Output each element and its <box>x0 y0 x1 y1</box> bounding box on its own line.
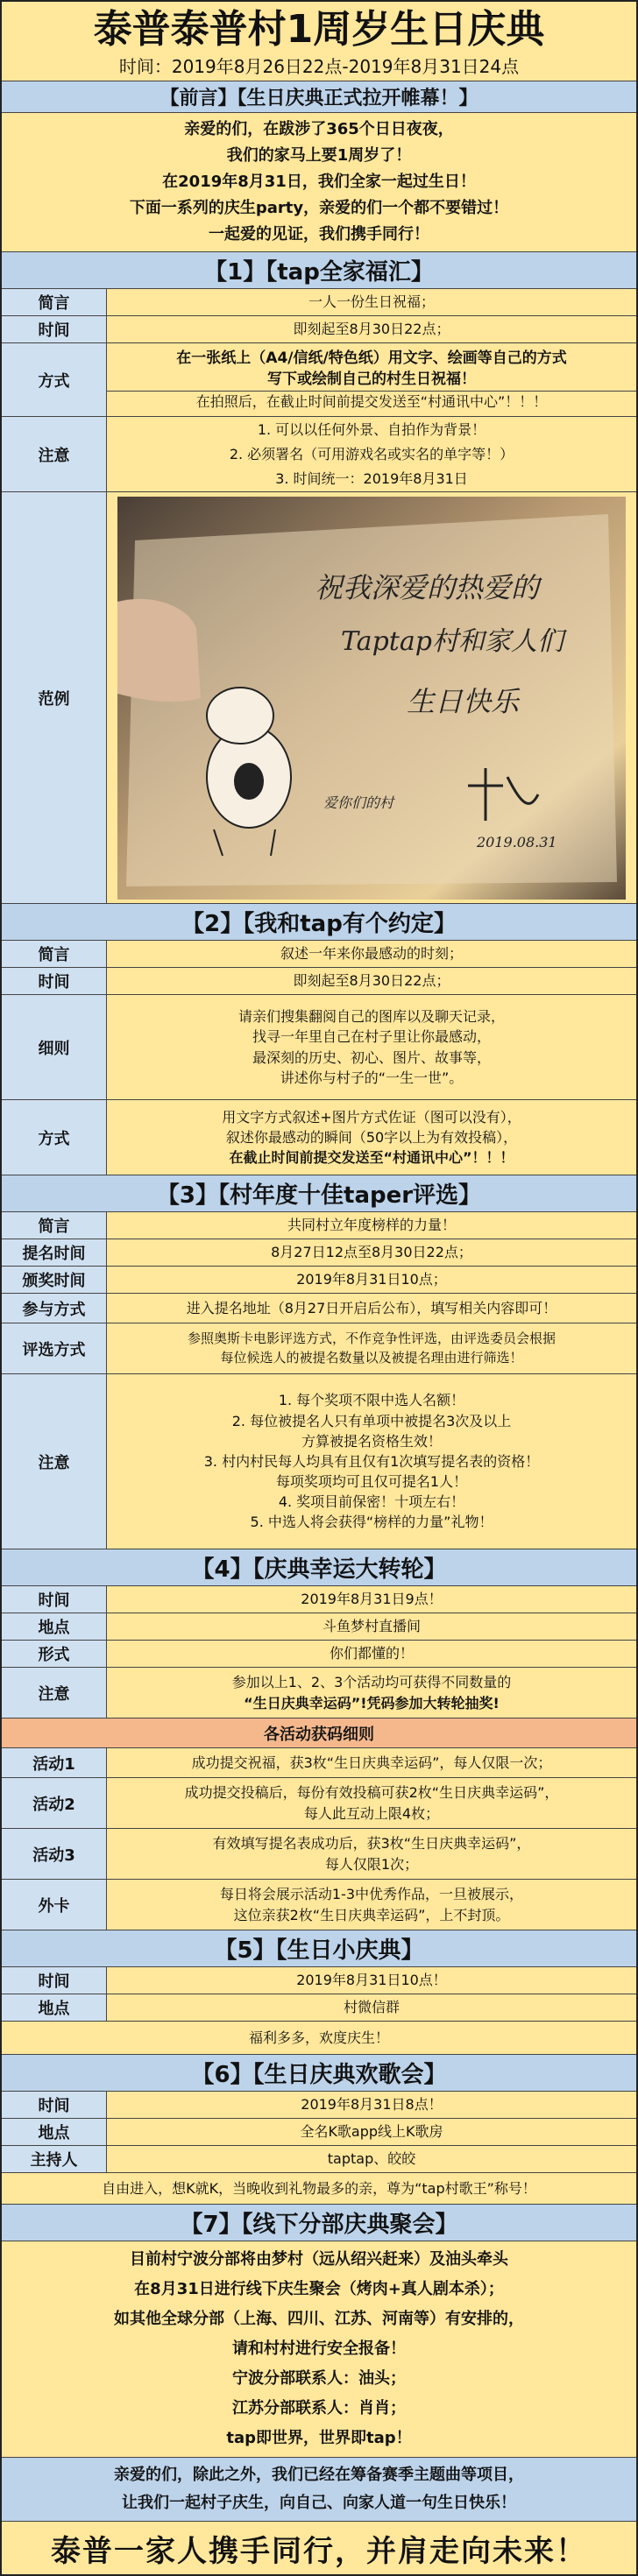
s3-nominate-time-row: 提名时间 8月27日12点至8月30日22点； <box>2 1239 636 1267</box>
s6-time-row: 时间 2019年8月31日8点！ <box>2 2092 636 2119</box>
example-photo <box>117 497 626 900</box>
section-1-heading: 【1】【tap全家福汇】 <box>2 252 636 289</box>
s3-intro-row: 简言 共同村立年度榜样的力量！ <box>2 1212 636 1239</box>
s4-activity-1-row: 活动1 成功提交祝福，获3枚“生日庆典幸运码”，每人仅限一次； <box>2 1748 636 1778</box>
closing-slogan: 泰普一家人携手同行，并肩走向未来！ <box>2 2522 636 2574</box>
s1-note-row: 注意 1. 可以以任何外景、自拍作为背景！ 2. 必须署名（可用游戏名或实名的单字等！） 3. 时间统一：2019年8月31日 <box>2 417 636 492</box>
s5-place-row: 地点 村微信群 <box>2 1994 636 2022</box>
s4-note-row: 注意 参加以上1、2、3个活动均可获得不同数量的 “生日庆典幸运码”!凭码参加大转轮抽奖! <box>2 1668 636 1719</box>
section-2-heading: 【2】【我和tap有个约定】 <box>2 904 636 941</box>
s5-time-row: 时间 2019年8月31日10点！ <box>2 1967 636 1994</box>
s4-form-row: 形式 你们都懂的！ <box>2 1641 636 1668</box>
s7-body: 目前村宁波分部将由梦村（远从绍兴赶来）及油头牵头 在8月31日进行线下庆生聚会（烤肉+真人剧本杀）； 如其他全球分部（上海、四川、江苏、河南等）有安排的， 请和村村进行安全报备！ 宁波分部联系人：油头； 江苏分部联系人：肖肖； tap即世界，世界即tap！ <box>2 2241 636 2457</box>
s2-intro-row: 简言 叙述一年来你最感动的时刻； <box>2 941 636 968</box>
example-line-3: 生日快乐 <box>407 684 520 718</box>
s1-time-row: 时间 即刻起至8月30日22点； <box>2 316 636 343</box>
section-3-heading: 【3】【村年度十佳taper评选】 <box>2 1175 636 1212</box>
s3-note-row: 注意 1. 每个奖项不限中选人名额！ 2. 每位被提名人只有单项中被提名3次及以上 方算被提名资格生效！ 3. 村内村民每人均具有且仅有1次填写提名表的资格！ 每项奖项均可且仅可提名1人！ 4. 奖项目前保密！十项左右！ 5. 中选人将会获得“榜样的力量”礼物！ <box>2 1374 636 1549</box>
example-line-4: 爱你们的村 <box>323 794 394 811</box>
preface-heading: 【前言】【生日庆典正式拉开帷幕！】 <box>2 81 636 113</box>
example-line-1: 祝我深爱的热爱的 <box>315 570 540 604</box>
section-5-heading: 【5】【生日小庆典】 <box>2 1930 636 1967</box>
s3-join-row: 参与方式 进入提名地址（8月27日开启后公布），填写相关内容即可！ <box>2 1294 636 1323</box>
s2-detail-row: 细则 请亲们搜集翻阅自己的图库以及聊天记录， 找寻一年里自己在村子里让你最感动， 最深刻的历史、初心、图片、故事等， 讲述你与村子的“一生一世”。 <box>2 995 636 1100</box>
example-line-2: Taptap村和家人们 <box>341 625 564 657</box>
section-7-heading: 【7】【线下分部庆典聚会】 <box>2 2205 636 2241</box>
section-4-heading: 【4】【庆典幸运大转轮】 <box>2 1549 636 1586</box>
s1-example-row: 范例 祝我深爱的热爱的 Taptap村和家人们 生日快乐 爱你们的村 2019.08.31 <box>2 492 636 904</box>
rules-heading: 各活动获码细则 <box>2 1719 636 1748</box>
header <box>2 2 636 81</box>
ending-body: 亲爱的们，除此之外，我们已经在筹备赛季主题曲等项目， 让我们一起村子庆生，向自己、向家人道一句生日快乐！ <box>2 2458 636 2521</box>
preface-body: 亲爱的们，在跋涉了365个日日夜夜， 我们的家马上要1周岁了！ 在2019年8月31日，我们全家一起过生日！ 下面一系列的庆生party，亲爱的们一个都不要错过！ 一起爱的见证，我们携手同行！ <box>2 113 636 251</box>
s2-method-row: 方式 用文字方式叙述+图片方式佐证（图可以没有）， 叙述你最感动的瞬间（50字以上为有效投稿）， 在截止时间前提交发送至“村通讯中心”！！！ <box>2 1100 636 1175</box>
s6-footer-row: 自由进入，想K就K，当晚收到礼物最多的亲，尊为“tap村歌王”称号！ <box>2 2173 636 2205</box>
s4-time-row: 时间 2019年8月31日9点！ <box>2 1586 636 1613</box>
example-photo-image <box>117 497 626 900</box>
s2-time-row: 时间 即刻起至8月30日22点； <box>2 968 636 995</box>
event-time: 时间：2019年8月26日22点-2019年8月31日24点 <box>118 56 520 77</box>
s1-method-row: 方式 在一张纸上（A4/信纸/特色纸）用文字、绘画等自己的方式 写下或绘制自己的村生日祝福！ 在拍照后，在截止时间前提交发送至“村通讯中心”！！！ <box>2 343 636 417</box>
section-6-heading: 【6】【生日庆典欢歌会】 <box>2 2055 636 2092</box>
s6-host-row: 主持人 taptap、皎皎 <box>2 2146 636 2173</box>
s3-award-time-row: 颁奖时间 2019年8月31日10点； <box>2 1267 636 1294</box>
s4-extra-row: 外卡 每日将会展示活动1-3中优秀作品，一旦被展示， 这位亲获2枚“生日庆典幸运码”，上不封顶。 <box>2 1880 636 1930</box>
s4-activity-2-row: 活动2 成功提交投稿后，每份有效投稿可获2枚“生日庆典幸运码”， 每人此互动上限4枚； <box>2 1778 636 1829</box>
s1-intro-row: 简言 一人一份生日祝福； <box>2 289 636 316</box>
s5-footer-row: 福利多多，欢度庆生！ <box>2 2022 636 2055</box>
example-date: 2019.08.31 <box>477 833 557 850</box>
s4-activity-3-row: 活动3 有效填写提名表成功后，获3枚“生日庆典幸运码”， 每人仅限1次； <box>2 1829 636 1880</box>
s6-place-row: 地点 全名K歌app线上K歌房 <box>2 2119 636 2146</box>
page-title: 泰普泰普村1周岁生日庆典 <box>93 7 545 52</box>
s3-eval-row: 评选方式 参照奥斯卡电影评选方式，不作竞争性评选，由评选委员会根据 每位候选人的被提名数量以及被提名理由进行筛选！ <box>2 1323 636 1374</box>
s4-place-row: 地点 斗鱼梦村直播间 <box>2 1613 636 1641</box>
